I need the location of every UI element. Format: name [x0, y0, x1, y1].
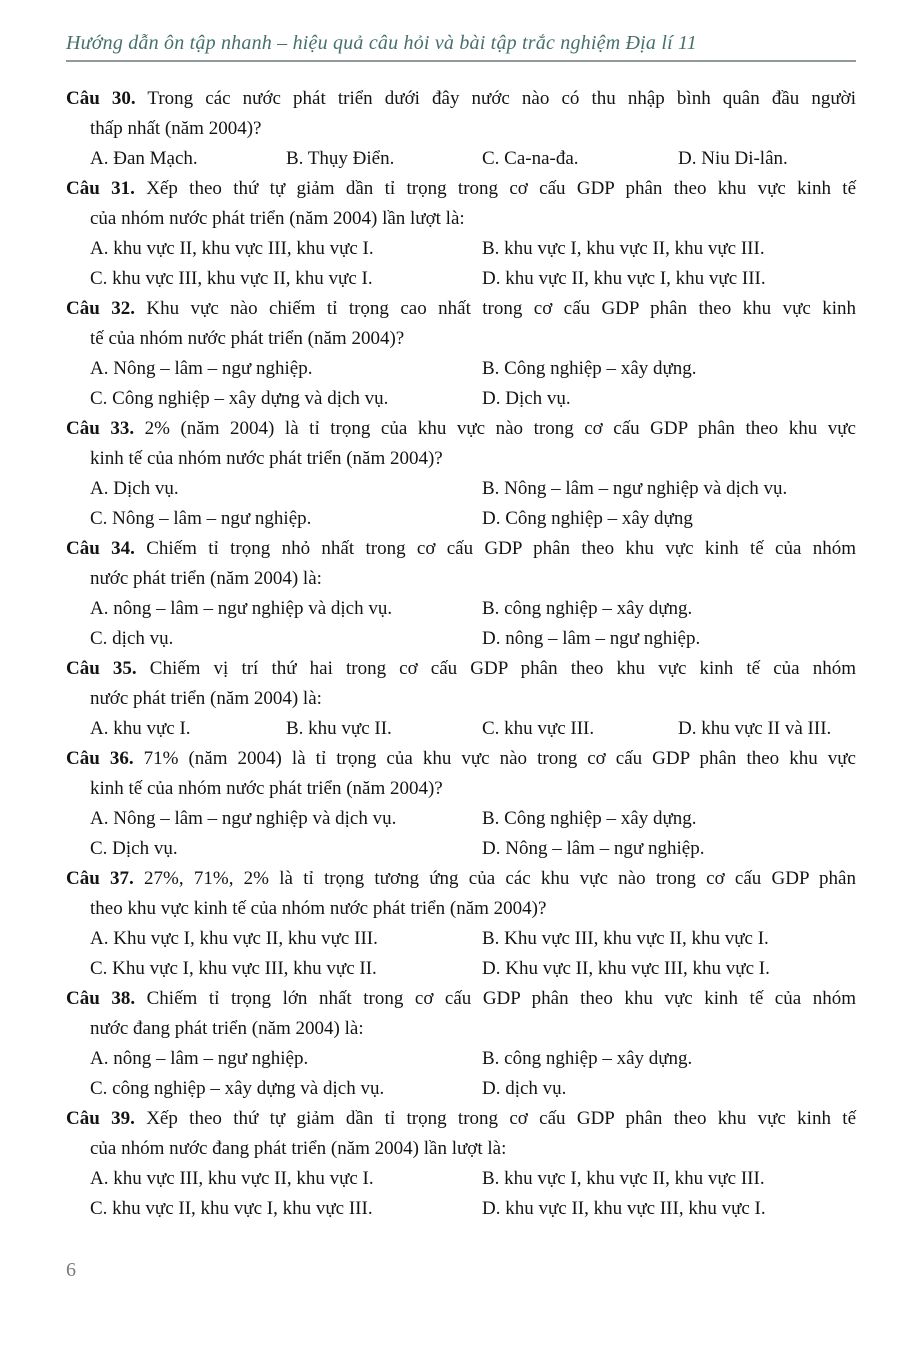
options-row [66, 714, 856, 744]
option-b: B. công nghiệp – xây dựng. [482, 598, 693, 619]
option-d: D. khu vực II và III. [678, 718, 832, 739]
question-line-1 [66, 294, 856, 324]
option-d: D. Nông – lâm – ngư nghiệp. [482, 838, 705, 859]
option-d: D. dịch vụ. [482, 1078, 567, 1099]
option-d: D. Khu vực II, khu vực III, khu vực I. [482, 958, 770, 979]
option-d: D. Niu Di-lân. [678, 148, 788, 169]
option-b: B. Khu vực III, khu vực II, khu vực I. [482, 928, 769, 949]
question-line-1 [66, 84, 856, 114]
option-c: C. Nông – lâm – ngư nghiệp. [90, 508, 312, 529]
question-line-2: kinh tế của nhóm nước phát triển (năm 2004)? [90, 778, 443, 799]
question-number: Câu 31. [66, 178, 135, 199]
question-block [66, 984, 856, 1104]
question-line-2: theo khu vực kinh tế của nhóm nước phát triển (năm 2004)? [90, 898, 547, 919]
options-row [66, 144, 856, 174]
option-b: B. Nông – lâm – ngư nghiệp và dịch vụ. [482, 478, 788, 499]
question-text: Chiếm vị trí thứ hai trong cơ cấu GDP phân theo khu vực kinh tế của nhóm [136, 658, 856, 679]
option-a: A. khu vực I. [90, 718, 191, 739]
question-block [66, 864, 856, 984]
document-page [0, 31, 922, 1346]
options-row [66, 594, 856, 654]
question-block [66, 174, 856, 294]
option-b: B. Công nghiệp – xây dựng. [482, 358, 697, 379]
running-header: Hướng dẫn ôn tập nhanh – hiệu quả câu hỏi và bài tập trắc nghiệm Địa lí 11 [66, 31, 856, 62]
question-text: Chiếm tỉ trọng lớn nhất trong cơ cấu GDP phân theo khu vực kinh tế của nhóm [135, 988, 856, 1009]
options-row [66, 354, 856, 414]
question-line-1 [66, 744, 856, 774]
option-b: B. khu vực II. [286, 718, 392, 739]
option-a: A. Khu vực I, khu vực II, khu vực III. [90, 928, 378, 949]
question-block [66, 744, 856, 864]
page-number: 6 [66, 1259, 76, 1281]
question-line-2: nước phát triển (năm 2004) là: [90, 568, 322, 589]
question-text: Chiếm tỉ trọng nhỏ nhất trong cơ cấu GDP phân theo khu vực kinh tế của nhóm [134, 538, 856, 559]
question-block [66, 534, 856, 654]
option-a: A. nông – lâm – ngư nghiệp và dịch vụ. [90, 598, 393, 619]
option-b: B. khu vực I, khu vực II, khu vực III. [482, 1168, 765, 1189]
question-line-2: của nhóm nước đang phát triển (năm 2004) lần lượt là: [90, 1138, 507, 1159]
question-line-1 [66, 534, 856, 564]
option-a: A. khu vực II, khu vực III, khu vực I. [90, 238, 374, 259]
question-number: Câu 30. [66, 88, 136, 109]
option-b: B. Công nghiệp – xây dựng. [482, 808, 697, 829]
option-c: C. Dịch vụ. [90, 838, 178, 859]
option-b: B. Thụy Điển. [286, 148, 395, 169]
question-number: Câu 37. [66, 868, 134, 889]
question-line-2: thấp nhất (năm 2004)? [90, 118, 262, 139]
question-block [66, 84, 856, 174]
question-text: Trong các nước phát triển dưới đây nước nào có thu nhập bình quân đầu người [135, 88, 856, 109]
question-line-1 [66, 654, 856, 684]
question-number: Câu 36. [66, 748, 134, 769]
question-list [66, 84, 856, 1224]
option-c: C. Khu vực I, khu vực III, khu vực II. [90, 958, 377, 979]
option-b: B. công nghiệp – xây dựng. [482, 1048, 693, 1069]
question-text: 71% (năm 2004) là tỉ trọng của khu vực nào trong cơ cấu GDP phân theo khu vực [133, 748, 856, 769]
question-block [66, 294, 856, 414]
question-text: 2% (năm 2004) là tỉ trọng của khu vực nào trong cơ cấu GDP phân theo khu vực [134, 418, 856, 439]
question-line-1 [66, 174, 856, 204]
options-row [66, 924, 856, 984]
question-number: Câu 34. [66, 538, 135, 559]
question-text: Xếp theo thứ tự giảm dần tỉ trọng trong cơ cấu GDP phân theo khu vực kinh tế [134, 178, 856, 199]
option-d: D. khu vực II, khu vực III, khu vực I. [482, 1198, 766, 1219]
option-a: A. Đan Mạch. [90, 148, 198, 169]
option-c: C. công nghiệp – xây dựng và dịch vụ. [90, 1078, 385, 1099]
question-number: Câu 35. [66, 658, 137, 679]
question-number: Câu 39. [66, 1108, 135, 1129]
option-c: C. Ca-na-đa. [482, 148, 579, 169]
option-a: A. Dịch vụ. [90, 478, 179, 499]
question-block [66, 654, 856, 744]
option-b: B. khu vực I, khu vực II, khu vực III. [482, 238, 765, 259]
question-text: Khu vực nào chiếm tỉ trọng cao nhất trong cơ cấu GDP phân theo khu vực kinh [134, 298, 856, 319]
question-block [66, 414, 856, 534]
option-a: A. Nông – lâm – ngư nghiệp và dịch vụ. [90, 808, 397, 829]
question-block [66, 1104, 856, 1224]
question-line-2: tế của nhóm nước phát triển (năm 2004)? [90, 328, 405, 349]
options-row [66, 474, 856, 534]
option-d: D. khu vực II, khu vực I, khu vực III. [482, 268, 766, 289]
option-c: C. Công nghiệp – xây dựng và dịch vụ. [90, 388, 389, 409]
question-text: 27%, 71%, 2% là tỉ trọng tương ứng của các khu vực nào trong cơ cấu GDP phân [133, 868, 856, 889]
options-row [66, 1044, 856, 1104]
option-c: C. khu vực III, khu vực II, khu vực I. [90, 268, 373, 289]
question-text: Xếp theo thứ tự giảm dần tỉ trọng trong cơ cấu GDP phân theo khu vực kinh tế [134, 1108, 856, 1129]
question-number: Câu 38. [66, 988, 136, 1009]
question-line-1 [66, 1104, 856, 1134]
question-line-2: của nhóm nước phát triển (năm 2004) lần lượt là: [90, 208, 465, 229]
question-line-1 [66, 864, 856, 894]
question-number: Câu 32. [66, 298, 135, 319]
question-number: Câu 33. [66, 418, 135, 439]
option-a: A. khu vực III, khu vực II, khu vực I. [90, 1168, 374, 1189]
question-line-2: kinh tế của nhóm nước phát triển (năm 2004)? [90, 448, 443, 469]
option-d: D. nông – lâm – ngư nghiệp. [482, 628, 701, 649]
option-d: D. Công nghiệp – xây dựng [482, 508, 693, 529]
question-line-2: nước đang phát triển (năm 2004) là: [90, 1018, 364, 1039]
question-line-1 [66, 414, 856, 444]
option-c: C. khu vực II, khu vực I, khu vực III. [90, 1198, 373, 1219]
option-a: A. Nông – lâm – ngư nghiệp. [90, 358, 313, 379]
options-row [66, 804, 856, 864]
question-line-1 [66, 984, 856, 1014]
option-a: A. nông – lâm – ngư nghiệp. [90, 1048, 309, 1069]
question-line-2: nước phát triển (năm 2004) là: [90, 688, 322, 709]
options-row [66, 234, 856, 294]
option-d: D. Dịch vụ. [482, 388, 571, 409]
option-c: C. dịch vụ. [90, 628, 174, 649]
option-c: C. khu vực III. [482, 718, 595, 739]
options-row [66, 1164, 856, 1224]
